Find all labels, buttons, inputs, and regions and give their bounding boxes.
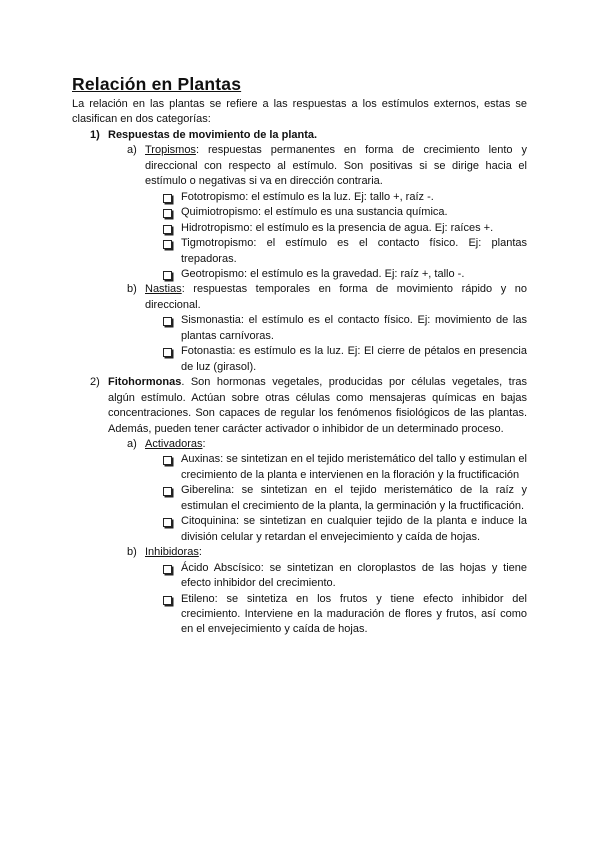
subsection-item <box>72 545 527 560</box>
bullet-text: Etileno: se sintetiza en los frutos y tiene efecto inhibidor del crecimiento. Interviene en la maduración de flores y frutos, así como en el envejecimiento y caída de hojas. <box>181 592 527 636</box>
bullet-text: Sismonastia: el estímulo es el contacto físico. Ej: movimiento de las plantas carnívoras. <box>181 314 527 342</box>
checkbox-bullet-icon <box>163 483 172 501</box>
section-item <box>72 375 527 437</box>
bullet-item <box>72 221 527 236</box>
subsection-text: : <box>202 437 206 450</box>
bullet-text: Auxinas: se sintetizan en el tejido meristemático del tallo y estimulan el crecimiento de la planta e intervienen en la floración y la fructificación <box>181 453 527 481</box>
bullet-text: Tigmotropismo: el estímulo es el contacto físico. Ej: plantas trepadoras. <box>181 237 527 265</box>
section-heading: Fitohormonas <box>108 376 182 389</box>
bullet-text: Geotropismo: el estímulo es la gravedad. Ej: raíz +, tallo -. <box>181 267 465 280</box>
subsection-letter: b) <box>127 283 137 296</box>
document-page <box>72 73 527 638</box>
bullet-text: Hidrotropismo: el estímulo es la presencia de agua. Ej: raíces +. <box>181 221 494 234</box>
section-number: 1) <box>90 128 100 141</box>
checkbox-bullet-icon <box>163 452 172 470</box>
bullet-text: Citoquinina: se sintetizan en cualquier tejido de la planta e induce la división celular y retardan el envejecimiento y caída de hojas. <box>181 515 527 543</box>
intro-paragraph: La relación en las plantas se refiere a las respuestas a los estímulos externos, estas se clasifican en dos categorías: <box>72 98 527 126</box>
checkbox-bullet-icon <box>163 514 172 532</box>
checkbox-bullet-icon <box>163 344 172 362</box>
bullet-item <box>72 452 527 483</box>
subsection-term: Tropismos <box>145 144 196 157</box>
section-number: 2) <box>90 376 100 389</box>
bullet-item <box>72 190 527 205</box>
subsection-term: Inhibidoras <box>145 546 199 559</box>
checkbox-bullet-icon <box>163 236 172 254</box>
document-body <box>72 128 527 638</box>
section-heading: Respuestas de movimiento de la planta. <box>108 128 318 141</box>
bullet-text: Giberelina: se sintetizan en el tejido meristemático de la raíz y estimulan el crecimiento de la planta, la germinación y la fructificación. <box>181 484 527 512</box>
section-item <box>72 128 527 143</box>
subsection-item <box>72 143 527 189</box>
bullet-item <box>72 344 527 375</box>
checkbox-bullet-icon <box>163 592 172 610</box>
subsection-letter: a) <box>127 437 137 450</box>
subsection-item <box>72 437 527 452</box>
subsection-term: Nastias <box>145 283 182 296</box>
subsection-text: : respuestas permanentes en forma de crecimiento lento y direccional con respecto al estímulo. Son positivas si se dirige hacia el estímulo o negativas si va en dirección contraria. <box>145 144 527 188</box>
bullet-item <box>72 236 527 267</box>
subsection-term: Activadoras <box>145 437 203 450</box>
bullet-item <box>72 483 527 514</box>
bullet-item <box>72 514 527 545</box>
subsection-text: : <box>198 546 202 559</box>
bullet-item <box>72 205 527 220</box>
checkbox-bullet-icon <box>163 561 172 579</box>
bullet-item <box>72 561 527 592</box>
bullet-item <box>72 313 527 344</box>
page-title: Relación en Plantas <box>72 74 242 94</box>
bullet-item <box>72 592 527 638</box>
bullet-text: Fotonastia: es estímulo es la luz. Ej: El cierre de pétalos en presencia de luz (girasol). <box>181 345 527 373</box>
subsection-text: : respuestas temporales en forma de movimiento rápido y no direccional. <box>145 283 527 311</box>
bullet-text: Quimiotropismo: el estímulo es una sustancia química. <box>181 206 448 219</box>
subsection-letter: a) <box>127 144 137 157</box>
checkbox-bullet-icon <box>163 313 172 331</box>
subsection-item <box>72 282 527 313</box>
bullet-text: Fototropismo: el estímulo es la luz. Ej: tallo +, raíz -. <box>181 190 434 203</box>
section-text: . Son hormonas vegetales, producidas por células vegetales, tras algún estímulo. Actúan sobre otras células como mensajeras químicas en bajas concentraciones. Son capaces de regular los fenómenos fisiológicos de las plantas. Además, pueden tener carácter activador o inhibidor de un determinado proceso. <box>108 376 527 435</box>
bullet-item <box>72 267 527 282</box>
subsection-letter: b) <box>127 546 137 559</box>
bullet-text: Ácido Abscísico: se sintetizan en cloroplastos de las hojas y tiene efecto inhibidor del crecimiento. <box>181 561 527 590</box>
